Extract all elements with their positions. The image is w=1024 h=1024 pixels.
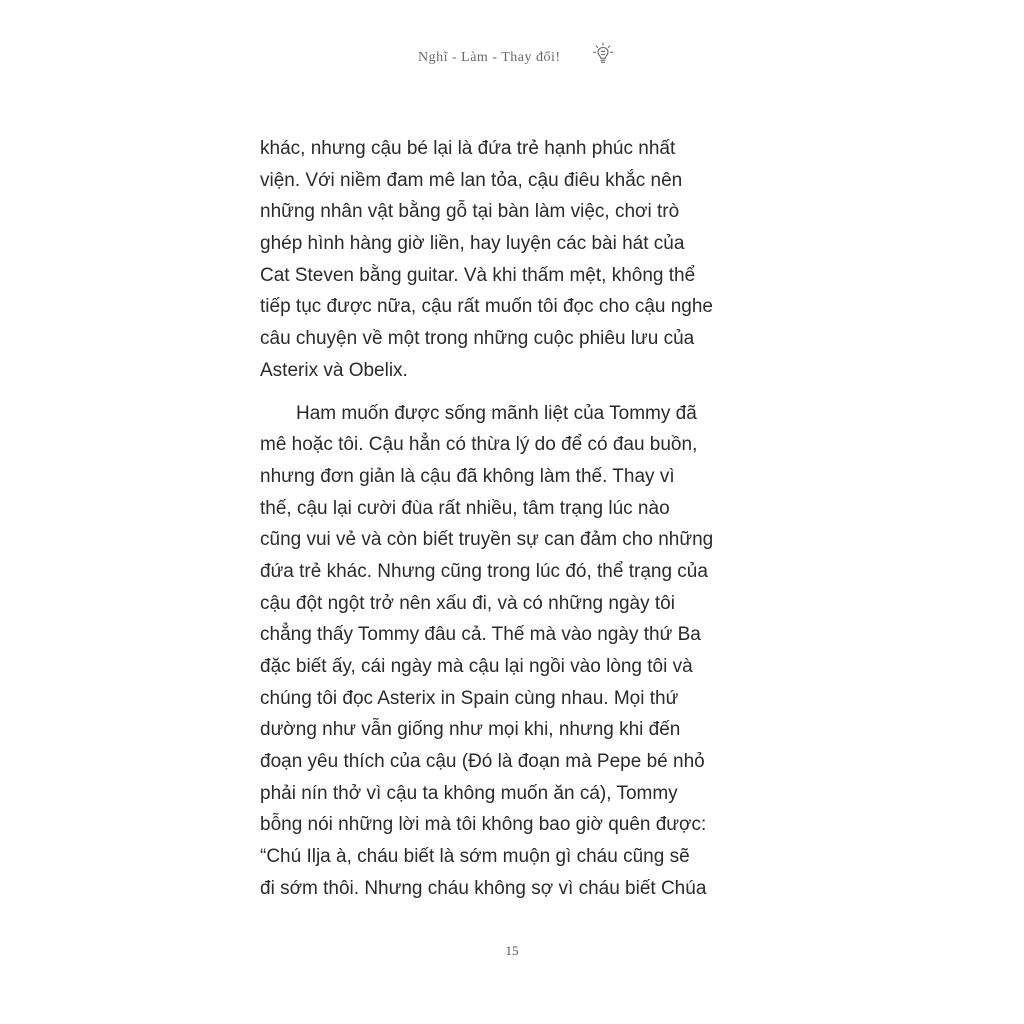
paragraph-1 — [260, 133, 738, 387]
text-line: “Chú Ilja à, cháu biết là sớm muộn gì cháu cũng sẽ — [260, 846, 690, 868]
text-line: Asterix và Obelix. — [260, 359, 408, 381]
text-line: đoạn yêu thích của cậu (Đó là đoạn mà Pepe bé nhỏ — [260, 751, 705, 773]
text-line: dường như vẫn giống như mọi khi, nhưng khi đến — [260, 719, 681, 741]
paragraph-2 — [260, 398, 738, 905]
text-line: Ham muốn được sống mãnh liệt của Tommy đã — [296, 402, 697, 424]
text-line: cậu đột ngột trở nên xấu đi, và có những ngày tôi — [260, 592, 675, 614]
text-line: chúng tôi đọc Asterix in Spain cùng nhau. Mọi thứ — [260, 687, 679, 709]
text-line: phải nín thở vì cậu ta không muốn ăn cá), Tommy — [260, 782, 678, 804]
text-line: nhưng đơn giản là cậu đã không làm thế. Thay vì — [260, 465, 675, 487]
text-line: đứa trẻ khác. Nhưng cũng trong lúc đó, thể trạng của — [260, 560, 708, 582]
text-line: Cat Steven bằng guitar. Và khi thấm mệt, không thể — [260, 264, 696, 286]
text-line: tiếp tục được nữa, cậu rất muốn tôi đọc cho cậu nghe — [260, 296, 713, 318]
body-text — [260, 133, 738, 905]
text-line: đi sớm thôi. Nhưng cháu không sợ vì cháu biết Chúa — [260, 877, 707, 899]
page-number: 15 — [505, 943, 519, 958]
text-line: những nhân vật bằng gỗ tại bàn làm việc, chơi trò — [260, 201, 680, 223]
lightbulb-icon — [590, 40, 616, 66]
text-line: chẳng thấy Tommy đâu cả. Thế mà vào ngày thứ Ba — [260, 624, 701, 646]
text-line: cũng vui vẻ và còn biết truyền sự can đảm cho những — [260, 529, 714, 551]
text-line: đặc biết ấy, cái ngày mà cậu lại ngồi vào lòng tôi và — [260, 656, 693, 677]
text-line: ghép hình hàng giờ liền, hay luyện các bài hát của — [260, 233, 685, 255]
text-line: thế, cậu lại cười đùa rất nhiều, tâm trạng lúc nào — [260, 497, 670, 519]
running-header: Nghĩ - Làm - Thay đổi! — [418, 50, 561, 65]
text-line: bỗng nói những lời mà tôi không bao giờ quên được: — [260, 814, 707, 836]
text-line: mê hoặc tôi. Cậu hẳn có thừa lý do để có đau buồn, — [260, 434, 698, 456]
text-line: câu chuyện về một trong những cuộc phiêu lưu của — [260, 328, 695, 350]
text-line: viện. Với niềm đam mê lan tỏa, cậu điêu khắc nên — [260, 169, 683, 191]
text-line: khác, nhưng cậu bé lại là đứa trẻ hạnh phúc nhất — [260, 138, 676, 159]
